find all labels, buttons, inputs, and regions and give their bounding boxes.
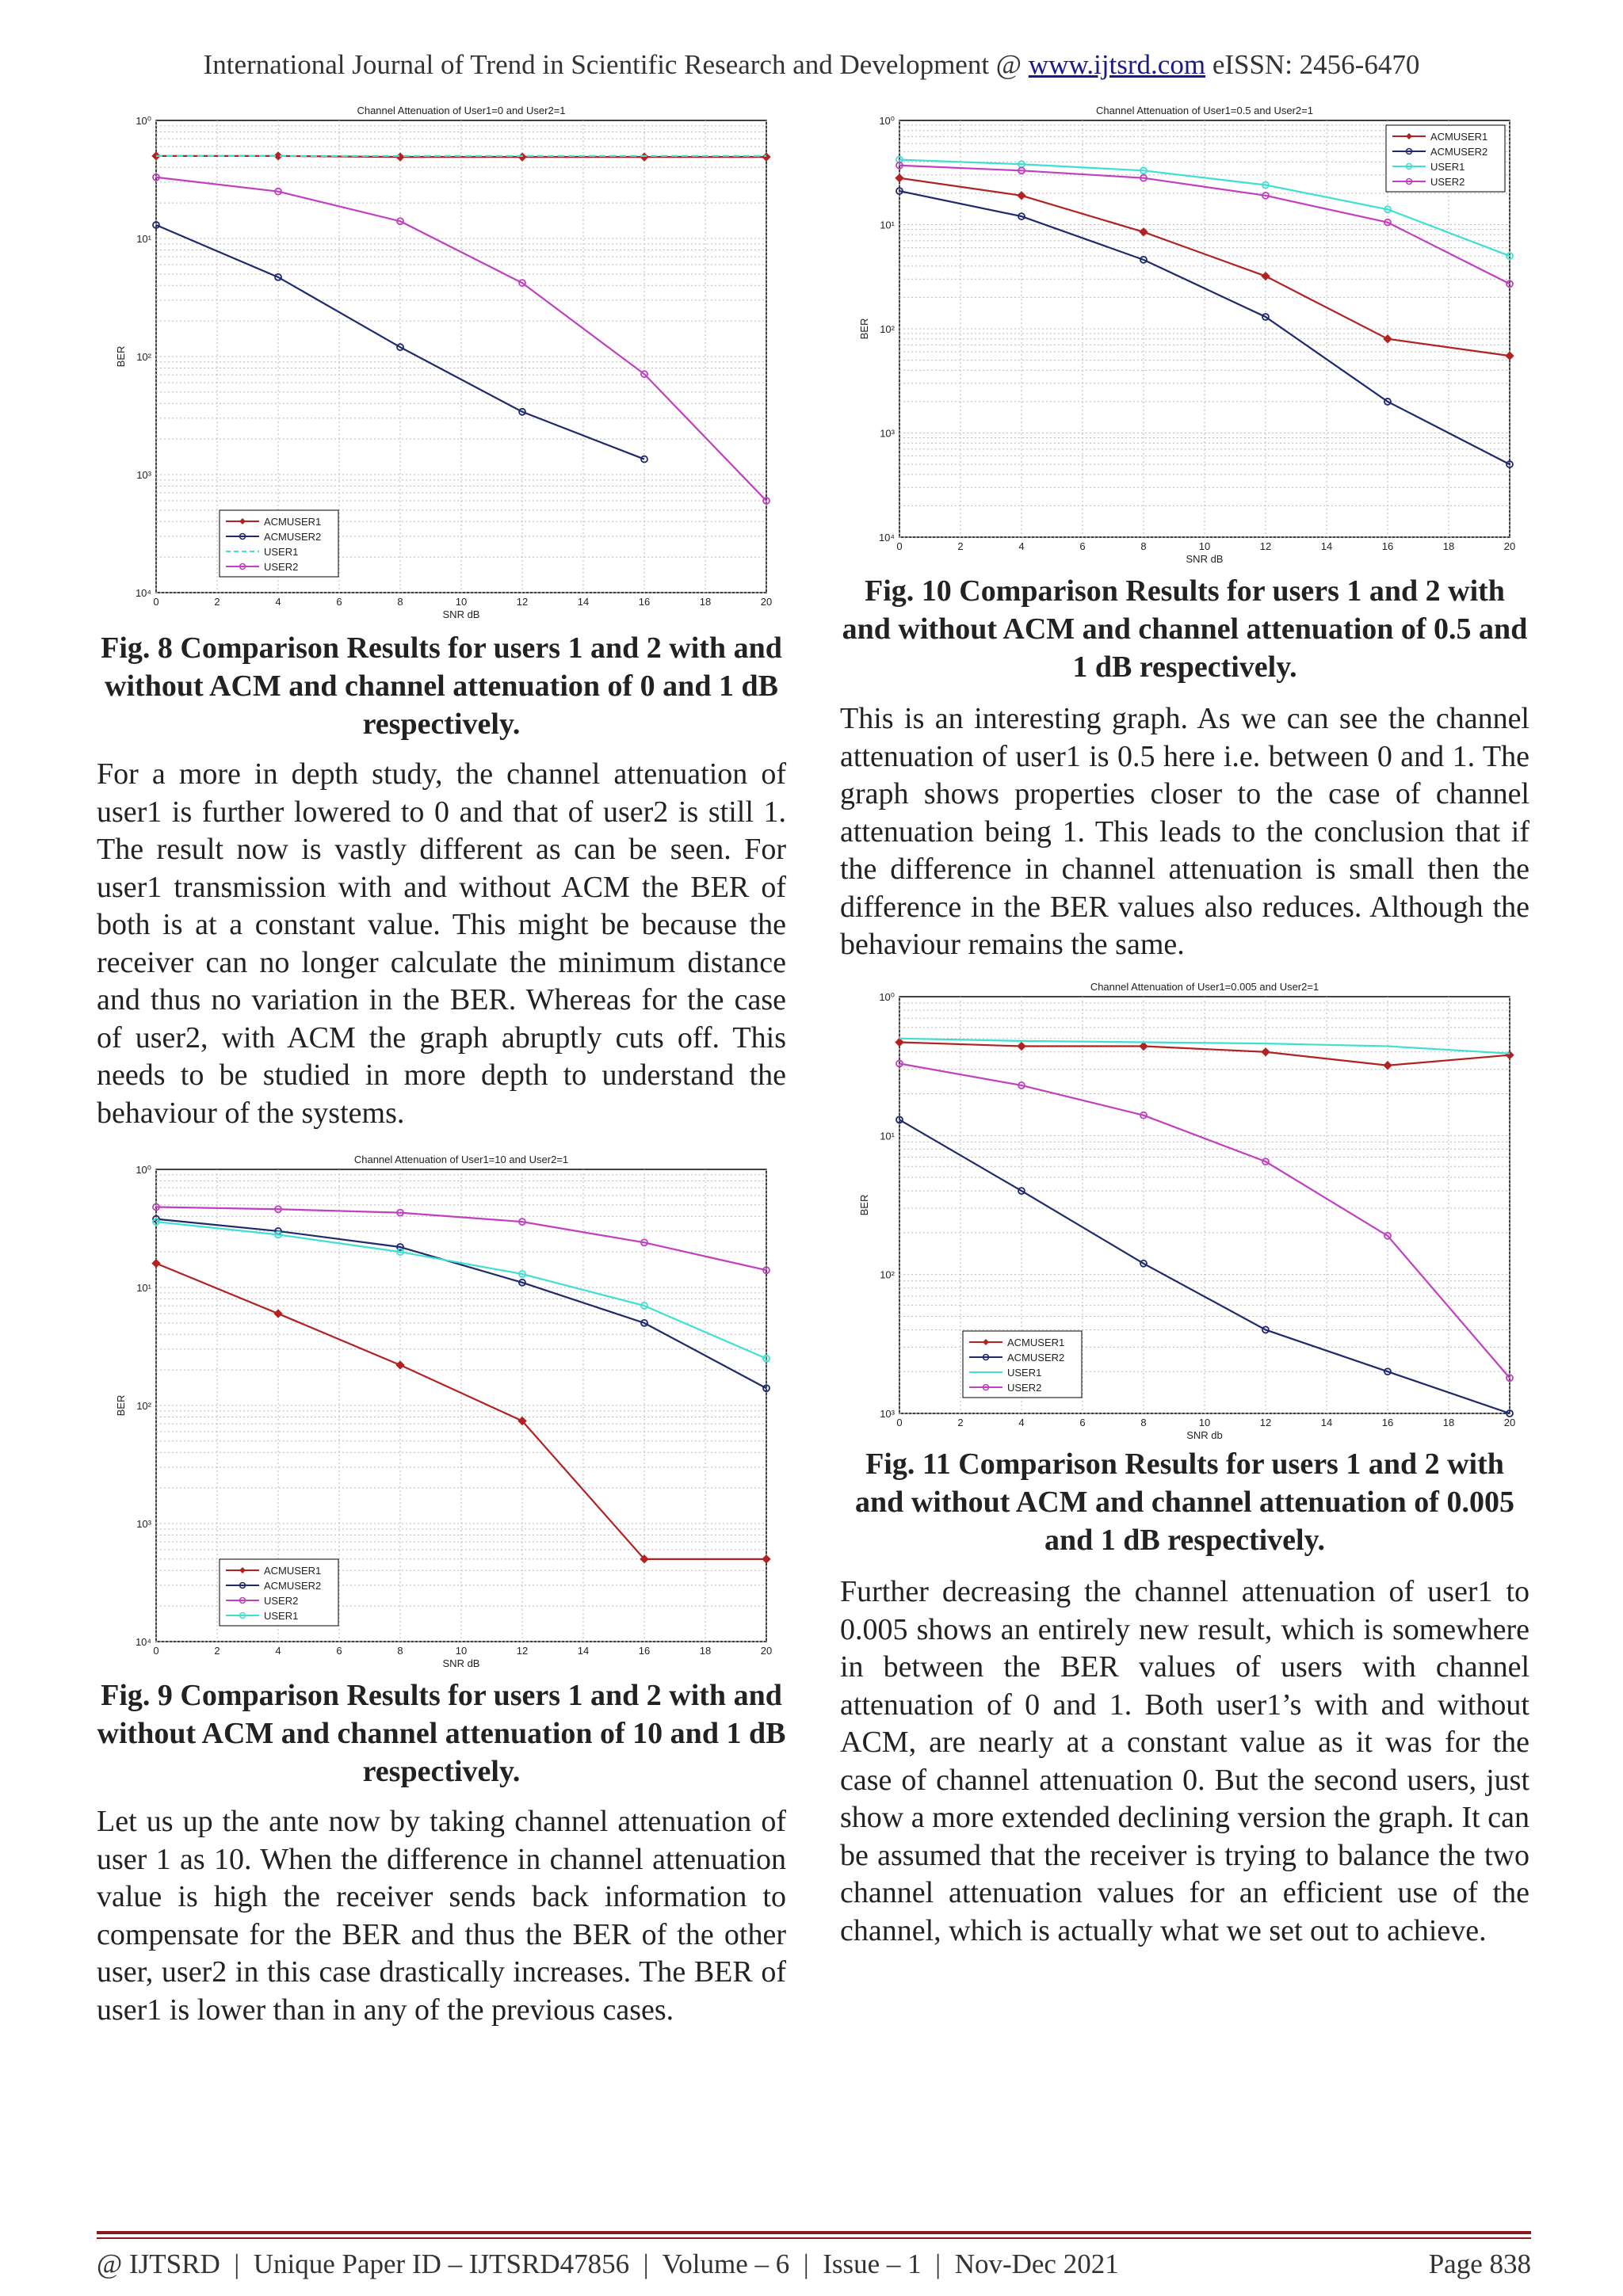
fig8-xtick-label: 10	[455, 596, 468, 608]
fig9-xtick-label: 2	[214, 1645, 220, 1657]
fig11-legend-label: USER1	[1007, 1367, 1042, 1379]
fig8-xtick-label: 6	[336, 596, 342, 608]
fig9-xtick-label: 14	[577, 1645, 590, 1657]
fig8-xtick-label: 12	[516, 596, 529, 608]
fig11-chart	[840, 978, 1529, 1445]
fig8-xtick-label: 18	[699, 596, 712, 608]
fig9-ytick-label: 10²	[136, 1400, 151, 1412]
fig10-ytick-label: 10⁴	[878, 532, 895, 543]
fig11-xtick-label: 10	[1198, 1417, 1211, 1428]
fig9-xtick-label: 10	[455, 1645, 468, 1657]
fig9-xlabel: SNR dB	[442, 1657, 480, 1669]
fig9-ylabel: BER	[115, 1394, 127, 1417]
fig11-ytick-label: 10²	[880, 1268, 895, 1281]
running-header	[0, 49, 1623, 81]
fig11-title: Channel Attenuation of User1=0.005 and User2=1	[1090, 981, 1319, 993]
fig9-legend-label: ACMUSER1	[264, 1565, 322, 1577]
fig10-title: Channel Attenuation of User1=0.5 and User2=1	[1096, 105, 1313, 116]
fig8-ytick-label: 10⁴	[135, 587, 151, 599]
fig9-title: Channel Attenuation of User1=10 and User2=1	[353, 1154, 569, 1165]
fig9-xtick-label: 0	[153, 1645, 159, 1657]
fig8-ytick-label: 10¹	[136, 233, 151, 245]
fig10-xtick-label: 20	[1503, 540, 1516, 552]
fig8-legend-label: USER2	[264, 561, 299, 573]
footer-info: @ IJTSRD | Unique Paper ID – IJTSRD47856 | Volume – 6 | Issue – 1 | Nov-Dec 2021	[97, 2248, 1119, 2279]
fig10-xlabel: SNR dB	[1186, 553, 1224, 565]
fig8-title: Channel Attenuation of User1=0 and User2=1	[357, 105, 566, 116]
paragraph-1: For a more in depth study, the channel attenuation of user1 is further lowered to 0 and that of user2 is still 1. The result now is vastly different as can be seen. For user1 transmission with and without ACM the BER of both is at a constant value. This might be because the receiver can no longer calculate the minimum distance and thus no variation in the BER. Whereas for the case of user2, with ACM the graph abruptly cuts off. This needs to be studied in more depth to understand the behaviour of the systems.	[97, 757, 786, 1130]
fig9-xtick-label: 12	[516, 1645, 529, 1657]
fig8-legend-label: ACMUSER1	[264, 516, 322, 528]
fig8-xtick-label: 2	[214, 596, 220, 608]
fig11-legend-label: ACMUSER1	[1007, 1337, 1065, 1348]
fig8-svg	[97, 101, 786, 624]
fig9-xtick-label: 6	[336, 1645, 342, 1657]
fig11-ylabel: BER	[858, 1194, 870, 1216]
fig11-ytick-label: 10³	[880, 1408, 895, 1420]
fig10-chart	[840, 101, 1529, 569]
fig9-ytick-label: 10¹	[136, 1282, 151, 1294]
fig9-xtick-label: 20	[760, 1645, 773, 1657]
paragraph-2: Let us up the ante now by taking channel attenuation of user 1 as 10. When the difference in channel attenuation value is high the receiver sends back information to compensate for the BER and thus the BER of the other user, user2 in this case drastically increases. The BER of user1 is lower than in any of the previous cases.	[97, 1805, 786, 2027]
fig9-legend-label: ACMUSER2	[264, 1580, 322, 1592]
footer-rule	[97, 2231, 1531, 2234]
fig11-xtick-label: 0	[896, 1417, 903, 1428]
fig9-xtick-label: 4	[275, 1645, 281, 1657]
fig9-ytick-label: 10³	[136, 1518, 151, 1530]
fig10-xtick-label: 14	[1320, 540, 1333, 552]
fig9-legend-label: USER2	[264, 1595, 299, 1607]
header-suffix: eISSN: 2456-6470	[1205, 49, 1420, 80]
fig8-legend-label: USER1	[264, 546, 299, 558]
paragraph-3: This is an interesting graph. As we can see the channel attenuation of user1 is 0.5 here i.e. between 0 and 1. The graph shows properties closer to the case of channel attenuation being 1. This leads to the conclusion that if the difference in channel attenuation is small then the difference in the BER values also reduces. Although the behaviour remains the same.	[840, 702, 1529, 961]
fig8-ytick-label: 10²	[136, 351, 151, 363]
footer-rule-thin	[97, 2237, 1531, 2239]
fig11-caption: Fig. 11 Comparison Results for users 1 and 2 with and without ACM and channel attenuation of 0.005 and 1 dB respectively.	[855, 1447, 1514, 1557]
fig8-xtick-label: 20	[760, 596, 773, 608]
fig9-caption: Fig. 9 Comparison Results for users 1 and 2 with and without ACM and channel attenuation of 10 and 1 dB respectively.	[97, 1679, 786, 1788]
fig9-xtick-label: 18	[699, 1645, 712, 1657]
paragraph-4: Further decreasing the channel attenuation of user1 to 0.005 shows an entirely new result, which is somewhere in between the BER values of users with channel attenuation of 0 and 1. Both user1’s with and without ACM, are nearly at a constant value as it was for the case of channel attenuation 0. But the second users, just show a more extended declining version the graph. It can be assumed that the receiver is trying to balance the two channel attenuation values for an efficient use of the channel, which is actually what we set out to achieve.	[840, 1575, 1529, 1947]
fig10-legend-label: USER2	[1430, 176, 1465, 188]
fig11-xtick-label: 12	[1259, 1417, 1272, 1428]
fig11-xtick-label: 4	[1018, 1417, 1025, 1428]
fig11-legend-label: USER2	[1007, 1382, 1042, 1394]
fig10-xtick-label: 12	[1259, 540, 1272, 552]
fig8-xtick-label: 8	[397, 596, 403, 608]
fig10-legend-label: ACMUSER1	[1430, 131, 1488, 143]
fig10-caption: Fig. 10 Comparison Results for users 1 and 2 with and without ACM and channel attenuation of 0.5 and 1 dB respectively.	[842, 574, 1528, 684]
fig10-ytick-label: 10⁰	[879, 115, 895, 127]
fig8-chart	[97, 101, 786, 624]
journal-link[interactable]: www.ijtsrd.com	[1028, 49, 1206, 80]
fig8-caption: Fig. 8 Comparison Results for users 1 and 2 with and without ACM and channel attenuation of 0 and 1 dB respectively.	[101, 631, 782, 741]
fig10-svg	[840, 101, 1529, 569]
fig11-xtick-label: 18	[1442, 1417, 1455, 1428]
fig9-legend-label: USER1	[264, 1610, 299, 1622]
fig11-xtick-label: 6	[1079, 1417, 1086, 1428]
fig11-xtick-label: 2	[957, 1417, 964, 1428]
fig9-ytick-label: 10⁴	[135, 1636, 151, 1648]
fig9-ytick-label: 10⁰	[136, 1164, 151, 1176]
fig10-legend-label: ACMUSER2	[1430, 146, 1488, 158]
fig9-xtick-label: 8	[397, 1645, 403, 1657]
fig10-legend-label: USER1	[1430, 161, 1465, 173]
fig10-ytick-label: 10³	[880, 427, 895, 440]
fig10-ytick-label: 10²	[880, 323, 895, 335]
fig11-xtick-label: 20	[1503, 1417, 1516, 1428]
fig10-xtick-label: 10	[1198, 540, 1211, 552]
fig8-xtick-label: 16	[638, 596, 651, 608]
fig8-ytick-label: 10⁰	[136, 115, 151, 127]
fig10-xtick-label: 16	[1381, 540, 1394, 552]
fig9-xtick-label: 16	[638, 1645, 651, 1657]
fig11-ytick-label: 10⁰	[879, 991, 895, 1003]
fig10-xtick-label: 0	[896, 540, 903, 552]
fig11-svg	[840, 978, 1529, 1445]
fig11-xtick-label: 8	[1140, 1417, 1147, 1428]
fig10-ytick-label: 10¹	[880, 219, 895, 231]
fig11-ytick-label: 10¹	[880, 1130, 895, 1142]
fig8-xtick-label: 4	[275, 596, 281, 608]
page-number: Page 838	[1428, 2248, 1531, 2279]
fig11-xtick-label: 14	[1320, 1417, 1333, 1428]
fig10-xtick-label: 2	[957, 540, 964, 552]
fig10-xtick-label: 6	[1079, 540, 1086, 552]
fig11-xlabel: SNR db	[1186, 1429, 1223, 1441]
fig8-legend-label: ACMUSER2	[264, 531, 322, 543]
fig9-chart	[97, 1150, 786, 1673]
fig10-ylabel: BER	[858, 318, 870, 340]
fig11-legend-label: ACMUSER2	[1007, 1352, 1065, 1363]
fig8-xtick-label: 14	[577, 596, 590, 608]
fig8-ytick-label: 10³	[136, 469, 151, 481]
fig10-xtick-label: 8	[1140, 540, 1147, 552]
fig8-xtick-label: 0	[153, 596, 159, 608]
fig8-ylabel: BER	[115, 345, 127, 368]
fig10-xtick-label: 18	[1442, 540, 1455, 552]
fig9-svg	[97, 1150, 786, 1673]
fig8-xlabel: SNR dB	[442, 608, 480, 620]
fig11-xtick-label: 16	[1381, 1417, 1394, 1428]
fig10-xtick-label: 4	[1018, 540, 1025, 552]
header-prefix: International Journal of Trend in Scientific Research and Development @	[203, 49, 1029, 80]
